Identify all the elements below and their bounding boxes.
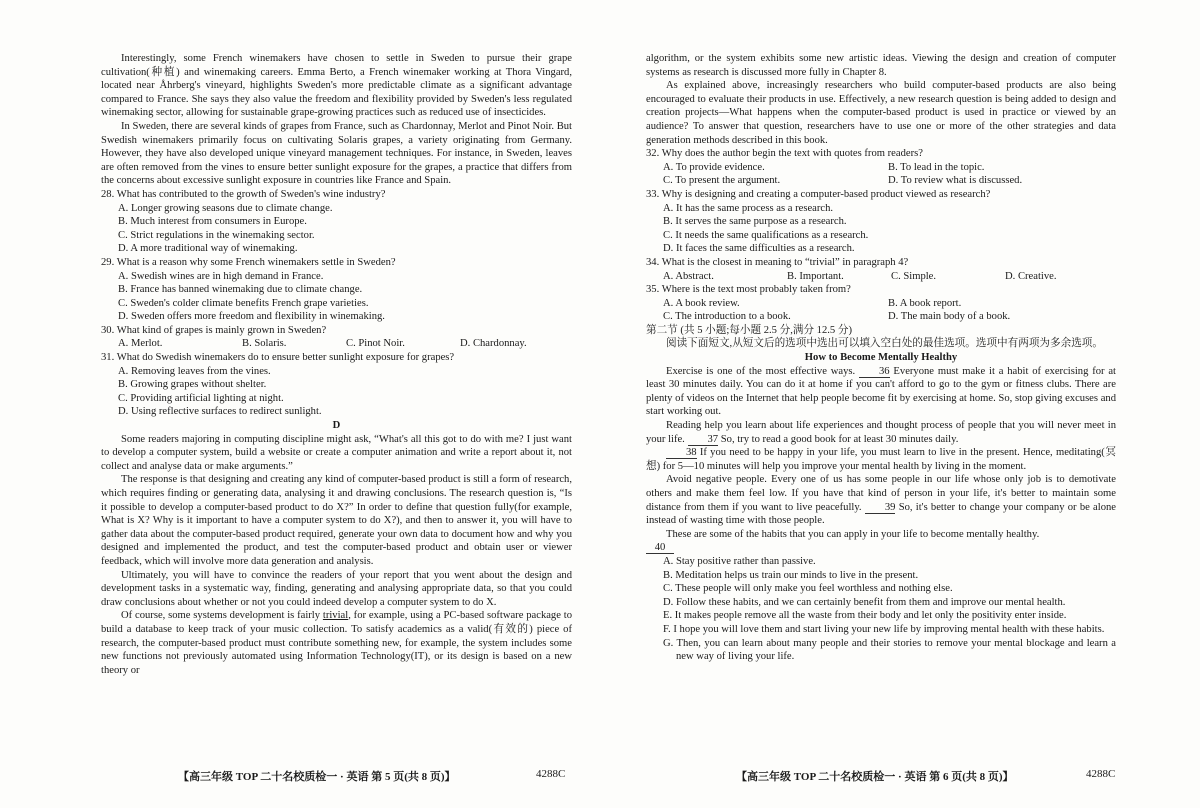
blank-40-line <box>646 541 1116 555</box>
blank-38: 38 <box>666 447 697 459</box>
blank-39: 39 <box>865 502 896 514</box>
q32-option-a: A. To provide evidence. <box>663 161 765 173</box>
q30-option-a: A. Merlot. <box>118 338 163 350</box>
article-title: How to Become Mentally Healthy <box>804 352 958 364</box>
q35-options-row-2 <box>646 310 1116 324</box>
right-page-code: 4288C <box>1086 768 1116 780</box>
left-column <box>101 52 572 677</box>
option-b: B. Meditation helps us train our minds to live in the present. <box>663 569 919 581</box>
question-30: 30. What kind of grapes is mainly grown in Sweden? <box>101 324 327 336</box>
passage-d-continued: algorithm, or the system exhibits some new artistic ideas. Viewing the design and creation of computer systems as research is discussed more fully in Chapter 8. <box>646 53 1116 78</box>
passage-d-paragraph-1: Some readers majoring in computing discipline might ask, “What's all this got to do with me? I just want to develop a computer system, build a website or create a computer animation and write a report about it, not collect and analyse data or make arguments.” <box>101 433 572 472</box>
q28-option-d: D. A more traditional way of winemaking. <box>118 243 298 255</box>
p2-text-end: So, try to read a good book for at least 30 minutes daily. <box>720 433 959 445</box>
p4-text-end: So, it's better to change your company or be alone instead of wasting time with those people. <box>646 501 1116 527</box>
passage-d-paragraph-2: The response is that designing and creating any kind of computer-based product is still a form of research, which requires finding or generating data, analysing it and drawing conclusions. The research question is, “Is it possible to develop a computer-based product to do X?” In order to define that question fully(for example, What is X? Why is it important to have a computer system to do X?), and then to answer it, you will have to gather data about the computer-based product required, generate your own data to document how and why you designed and implemented the product, and test the computer-based product and obtain user or viewer feedback, which will involve more data generation and analysis. <box>101 474 572 567</box>
q32-options-row-1 <box>646 161 1116 175</box>
q34-option-a: A. Abstract. <box>663 270 714 282</box>
p3-text: If you need to be happy in your life, you must learn to live in the present. Hence, meditating(冥想) for 5—10 minutes will help you improve your mental health by living in the moment. <box>646 447 1116 472</box>
q33-option-c: C. It needs the same qualifications as a research. <box>663 229 869 241</box>
option-g: G. Then, you can learn about many people and their stories to remove your mental blockage and learn a new way of living your life. <box>663 637 1116 663</box>
left-page-code: 4288C <box>536 768 566 780</box>
article-paragraph-2 <box>646 419 1116 446</box>
q33-option-b: B. It serves the same purpose as a research. <box>663 216 847 228</box>
q33-option-d: D. It faces the same difficulties as a research. <box>663 243 855 255</box>
question-32: 32. Why does the author begin the text with quotes from readers? <box>646 148 923 160</box>
q28-option-a: A. Longer growing seasons due to climate change. <box>118 202 333 214</box>
q33-option-a: A. It has the same process as a research. <box>663 202 834 214</box>
article-paragraph-1 <box>646 365 1116 419</box>
question-35: 35. Where is the text most probably taken from? <box>646 284 851 296</box>
p1-text-start: Exercise is one of the most effective ways. <box>666 365 856 377</box>
q34-options <box>646 270 1116 284</box>
question-33: 33. Why is designing and creating a computer-based product viewed as research? <box>646 188 991 200</box>
q35-option-c: C. The introduction to a book. <box>663 311 791 323</box>
q29-option-b: B. France has banned winemaking due to climate change. <box>118 284 363 296</box>
q29-option-c: C. Sweden's colder climate benefits French grape varieties. <box>118 297 369 309</box>
section-2-instruction: 阅读下面短文,从短文后的选项中选出可以填入空白处的最佳选项。选项中有两项为多余选项。 <box>666 338 1103 350</box>
q34-option-c: C. Simple. <box>891 270 937 282</box>
passage-c-paragraph-3: Interestingly, some French winemakers have chosen to settle in Sweden to pursue their grape cultivation(种植) and winemaking careers. Emma Berto, a French winemaker working at Thora Vingard, located near Åhrberg's vineyard, highlights Sweden's more predictable climate as a significant advantage compared to France. She says they also value the freedom and flexibility provided by Sweden's less regulated winemaking sector, allowing for sustainable grape-growing practices such as reduced use of insecticides. <box>101 53 572 119</box>
q30-option-c: C. Pinot Noir. <box>346 338 405 350</box>
q28-option-b: B. Much interest from consumers in Europe. <box>118 216 307 228</box>
q35-options-row-1 <box>646 297 1116 311</box>
option-d: D. Follow these habits, and we can certainly benefit from them and improve our mental health. <box>663 596 1066 608</box>
article-paragraph-5 <box>646 528 1116 542</box>
right-column <box>646 52 1116 664</box>
q31-option-c: C. Providing artificial lighting at night. <box>118 392 284 404</box>
right-page <box>600 0 1200 808</box>
underlined-word-trivial: trivial <box>322 610 349 622</box>
option-f: F. I hope you will love them and start living your new life by improving mental health with these habits. <box>663 623 1105 635</box>
q31-option-b: B. Growing grapes without shelter. <box>118 379 267 391</box>
p5-text: These are some of the habits that you can apply in your life to become mentally healthy. <box>666 528 1040 540</box>
d4-text-end: , for example, using a PC-based software package to build a database to keep track of your music collection. To satisfy academics as a valid(有效的) piece of research, the computer-based product must contribute something new, for example, the system includes some new functions not previously automated using Information Technology(IT), or its design is based on a new theory or <box>101 610 572 676</box>
q35-option-b: B. A book report. <box>888 297 962 309</box>
q31-option-d: D. Using reflective surfaces to redirect sunlight. <box>118 406 322 418</box>
question-28: 28. What has contributed to the growth of Sweden's wine industry? <box>101 188 386 200</box>
q32-options-row-2 <box>646 174 1116 188</box>
q31-option-a: A. Removing leaves from the vines. <box>118 365 271 377</box>
option-a: A. Stay positive rather than passive. <box>663 555 816 567</box>
blank-37: 37 <box>688 434 719 446</box>
q34-option-d: D. Creative. <box>1005 270 1057 282</box>
right-page-footer: 【高三年级 TOP 二十名校质检一 · 英语 第 6 页(共 8 页)】 <box>736 771 1014 783</box>
option-c: C. These people will only make you feel worthless and nothing else. <box>663 583 953 595</box>
section-2-heading: 第二节 (共 5 小题;每小题 2.5 分,满分 12.5 分) <box>646 324 852 336</box>
q35-option-d: D. The main body of a book. <box>888 311 1011 323</box>
passage-d-paragraph-5: As explained above, increasingly researchers who build computer-based products are also being encouraged to evaluate their products in use. Effectively, a new research question is being added to design and creation projects—What happens when the computer-based product is used in practice or viewed by an audience? To answer that question, researchers have to use one or more of the other strategies and data generation methods described in this book. <box>646 80 1116 146</box>
blank-40: 40 <box>646 542 674 554</box>
q28-option-c: C. Strict regulations in the winemaking sector. <box>118 229 315 241</box>
passage-d-paragraph-4 <box>101 609 572 677</box>
question-31: 31. What do Swedish winemakers do to ensure better sunlight exposure for grapes? <box>101 352 455 364</box>
q35-option-a: A. A book review. <box>663 297 740 309</box>
q29-option-a: A. Swedish wines are in high demand in France. <box>118 270 324 282</box>
question-29: 29. What is a reason why some French winemakers settle in Sweden? <box>101 256 396 268</box>
q30-options <box>101 337 572 351</box>
p4-text-start: Avoid negative people. Every one of us has some people in our life whose only job is to demotivate others and make them feel low. If you have that kind of person in your life, it's better to maintain some distance from them if you want to live peacefully. <box>646 474 1116 513</box>
left-page-footer: 【高三年级 TOP 二十名校质检一 · 英语 第 5 页(共 8 页)】 <box>178 771 456 783</box>
article-paragraph-4 <box>646 473 1116 527</box>
passage-d-paragraph-3: Ultimately, you will have to convince the readers of your report that you went about the design and development tasks in a systematic way, finding, generating and analysing appropriate data, so that you could draw conclusions about whether or not you could indeed develop a computer system to do X. <box>101 569 572 608</box>
q32-option-b: B. To lead in the topic. <box>888 161 985 173</box>
question-34: 34. What is the closest in meaning to “trivial” in paragraph 4? <box>646 256 909 268</box>
option-e: E. It makes people remove all the waste from their body and let only the positivity enter inside. <box>663 610 1067 622</box>
p2-text-start: Reading help you learn about life experiences and thought process of people that you will never meet in your life. <box>646 420 1116 445</box>
q32-option-d: D. To review what is discussed. <box>888 175 1023 187</box>
passage-c-paragraph-4: In Sweden, there are several kinds of grapes from France, such as Chardonnay, Merlot and Pinot Noir. But Swedish winemakers primarily focus on cultivating Solaris grapes, a variety originating from Germany. However, they have also developed unique vineyard management techniques. For instance, in Sweden, leaves are often removed from the vines to ensure better sunlight exposure for the grapes, a practice that differs from the concerns about excessive sunlight exposure in countries like France and Spain. <box>101 120 572 187</box>
d4-text-start: Of course, some systems development is fairly <box>121 610 323 622</box>
q29-option-d: D. Sweden offers more freedom and flexibility in winemaking. <box>118 311 385 323</box>
passage-d-heading: D <box>332 420 341 432</box>
q30-option-d: D. Chardonnay. <box>460 338 527 350</box>
p1-text-end: Everyone must make it a habit of exercising for at least 30 minutes daily. You can do it at home if you can't afford to go to the gym or fitness clubs. There are plenty of videos on the Internet that help people become fit by exercising at home. So, stop giving excuses and start working out. <box>646 365 1117 418</box>
article-paragraph-3 <box>646 446 1116 473</box>
q32-option-c: C. To present the argument. <box>663 175 781 187</box>
q30-option-b: B. Solaris. <box>242 338 287 350</box>
q34-option-b: B. Important. <box>787 270 844 282</box>
blank-36: 36 <box>859 366 890 378</box>
